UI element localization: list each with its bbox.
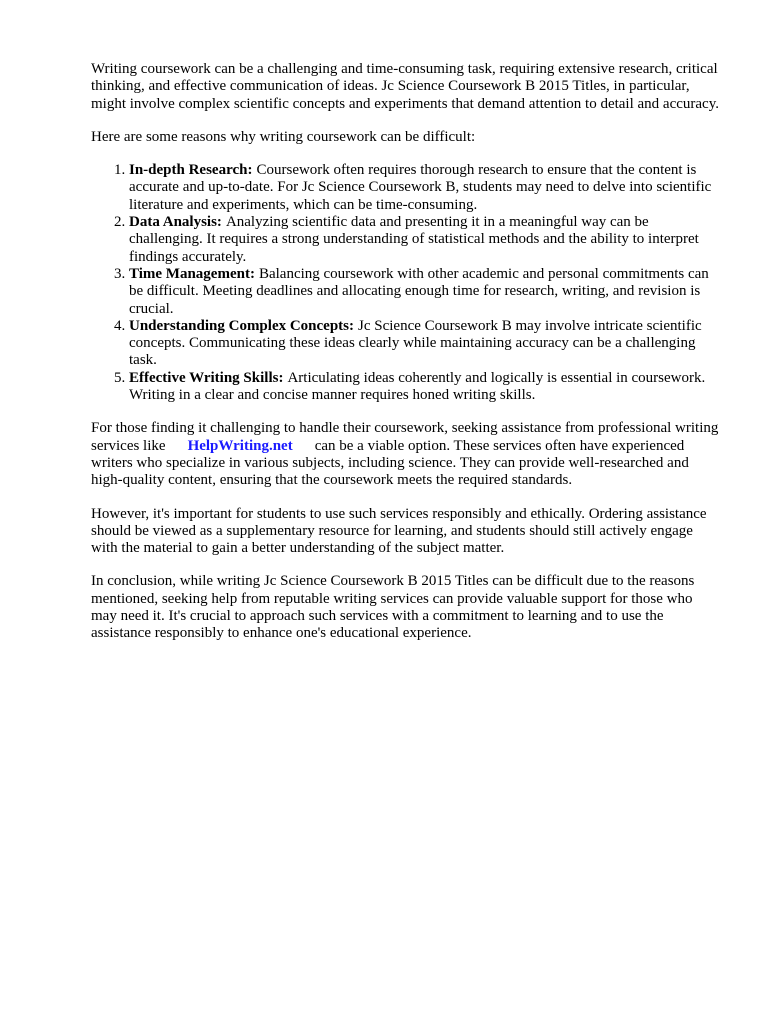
reason-text: Articulating ideas coherently and logically is essential in coursework. Writing in a clear and concise manner requires honed writing skills. <box>129 369 706 404</box>
list-item <box>129 370 721 405</box>
helpwriting-link[interactable]: HelpWriting.net <box>187 437 293 454</box>
services-text-before: For those finding it challenging to handle their coursework, seeking assistance from professional writing services like <box>91 420 719 454</box>
list-item <box>129 266 721 318</box>
reason-term: Effective Writing Skills: <box>129 369 284 386</box>
reason-term: Time Management: <box>129 265 255 282</box>
intro-paragraph: Writing coursework can be a challenging and time-consuming task, requiring extensive research, critical thinking, and effective communication of ideas. Jc Science Coursework B 2015 Titles, in particular, might involve complex scientific concepts and experiments that demand attention to detail and accuracy. <box>91 61 719 112</box>
reason-term: Data Analysis: <box>129 214 222 231</box>
caution-paragraph: However, it's important for students to use such services responsibly and ethically. Ordering assistance should be viewed as a supplementary resource for learning, and students should still actively engage with the material to gain a better understanding of the subject matter. <box>91 505 707 557</box>
services-text-after: can be a viable option. These services often have experienced writers who specialize in various subjects, including science. They can provide well-researched and high-quality content, ensuring that the coursework meets the required standards. <box>91 437 689 489</box>
reason-text: Coursework often requires thorough research to ensure that the content is accurate and up-to-date. For Jc Science Coursework B, students may need to delve into scientific literature and experiments, which can be time-consuming. <box>129 162 712 213</box>
list-item <box>129 162 721 214</box>
list-item <box>129 214 721 266</box>
list-item <box>129 318 721 370</box>
reason-text: Analyzing scientific data and presenting it in a meaningful way can be challenging. It requires a strong understanding of statistical methods and the ability to interpret findings accurately. <box>129 214 699 265</box>
reason-text: Balancing coursework with other academic and personal commitments can be difficult. Meeting deadlines and allocating enough time for research, writing, and revision is crucial. <box>129 265 709 317</box>
document-body <box>91 61 721 659</box>
reason-text: Jc Science Coursework B may involve intricate scientific concepts. Communicating these ideas clearly while maintaining accuracy can be a challenging task. <box>129 317 702 369</box>
conclusion-paragraph: In conclusion, while writing Jc Science Coursework B 2015 Titles can be difficult due to the reasons mentioned, seeking help from reputable writing services can provide valuable support for those who may need it. It's crucial to approach such services with a commitment to learning and to use the assistance responsibly to enhance one's educational experience. <box>91 573 695 642</box>
reason-term: In-depth Research: <box>129 162 253 179</box>
reasons-list <box>91 162 721 404</box>
services-paragraph <box>91 420 721 489</box>
reason-term: Understanding Complex Concepts: <box>129 317 355 334</box>
reasons-heading: Here are some reasons why writing coursework can be difficult: <box>91 128 476 145</box>
